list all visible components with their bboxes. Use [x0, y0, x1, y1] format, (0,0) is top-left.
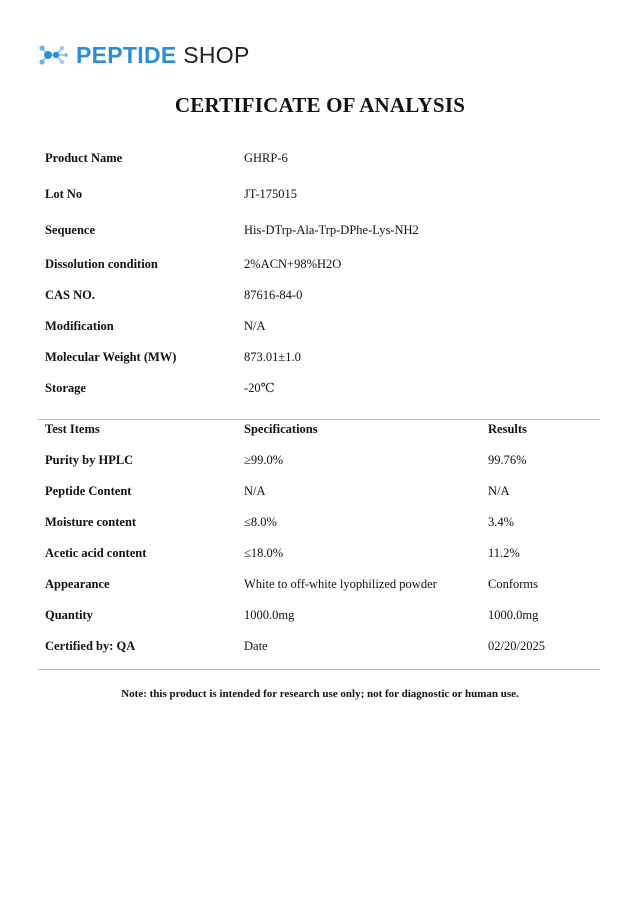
table-row-certification [0, 636, 640, 656]
header-specifications: Specifications [244, 422, 318, 436]
header-test-items: Test Items [45, 422, 100, 436]
info-value: JT-175015 [244, 187, 298, 201]
logo-text [76, 41, 250, 68]
info-value: 873.01±1.0 [244, 350, 301, 364]
page-title: CERTIFICATE OF ANALYSIS [174, 93, 466, 117]
info-value: N/A [244, 319, 266, 333]
info-label: Product Name [45, 151, 123, 165]
test-spec: 1000.0mg [244, 608, 295, 622]
test-item: Purity by HPLC [45, 453, 134, 467]
info-value: -20℃ [244, 381, 275, 395]
test-result: 11.2% [488, 546, 520, 560]
info-row-lot-no [0, 184, 640, 204]
info-label: Modification [45, 319, 114, 333]
info-label: Storage [45, 381, 86, 395]
certification-date: 02/20/2025 [488, 639, 545, 653]
table-row [0, 605, 640, 625]
logo-brand: PEPTIDE [76, 41, 177, 68]
info-row-storage [0, 378, 640, 398]
test-result: 1000.0mg [488, 608, 539, 622]
info-row-product-name [0, 148, 640, 168]
info-value: GHRP-6 [244, 151, 288, 165]
table-row [0, 481, 640, 501]
table-row [0, 512, 640, 532]
header-results: Results [488, 422, 527, 436]
test-item: Peptide Content [45, 484, 132, 498]
table-row [0, 450, 640, 470]
info-row-molecular-weight [0, 347, 640, 367]
divider-bottom [38, 669, 600, 670]
info-value: 2%ACN+98%H2O [244, 257, 342, 271]
date-label: Date [244, 639, 268, 653]
test-spec: ≤18.0% [244, 546, 284, 560]
info-value: His-DTrp-Ala-Trp-DPhe-Lys-NH2 [244, 223, 419, 237]
info-row-cas-no [0, 285, 640, 305]
table-row [0, 574, 640, 594]
certified-by: Certified by: QA [45, 639, 136, 653]
table-header [0, 419, 640, 439]
info-label: Dissolution condition [45, 257, 158, 271]
info-label: Molecular Weight (MW) [45, 350, 177, 364]
brand-logo [38, 38, 250, 72]
test-result: Conforms [488, 577, 538, 591]
test-item: Quantity [45, 608, 93, 622]
test-spec: White to off-white lyophilized powder [244, 577, 437, 591]
test-item: Acetic acid content [45, 546, 147, 560]
info-row-dissolution [0, 254, 640, 274]
table-row [0, 543, 640, 563]
test-item: Moisture content [45, 515, 137, 529]
info-label: Sequence [45, 223, 95, 237]
logo-shop: SHOP [183, 41, 250, 68]
info-row-sequence [0, 220, 640, 240]
research-use-note: Note: this product is intended for research use only; not for diagnostic or human use. [121, 688, 519, 700]
info-value: 87616-84-0 [244, 288, 303, 302]
test-spec: ≤8.0% [244, 515, 277, 529]
test-spec: ≥99.0% [244, 453, 284, 467]
test-item: Appearance [45, 577, 110, 591]
test-result: 3.4% [488, 515, 515, 529]
test-result: N/A [488, 484, 510, 498]
test-spec: N/A [244, 484, 266, 498]
info-row-modification [0, 316, 640, 336]
info-label: CAS NO. [45, 288, 96, 302]
info-label: Lot No [45, 187, 83, 201]
test-result: 99.76% [488, 453, 527, 467]
molecule-icon [38, 39, 70, 71]
